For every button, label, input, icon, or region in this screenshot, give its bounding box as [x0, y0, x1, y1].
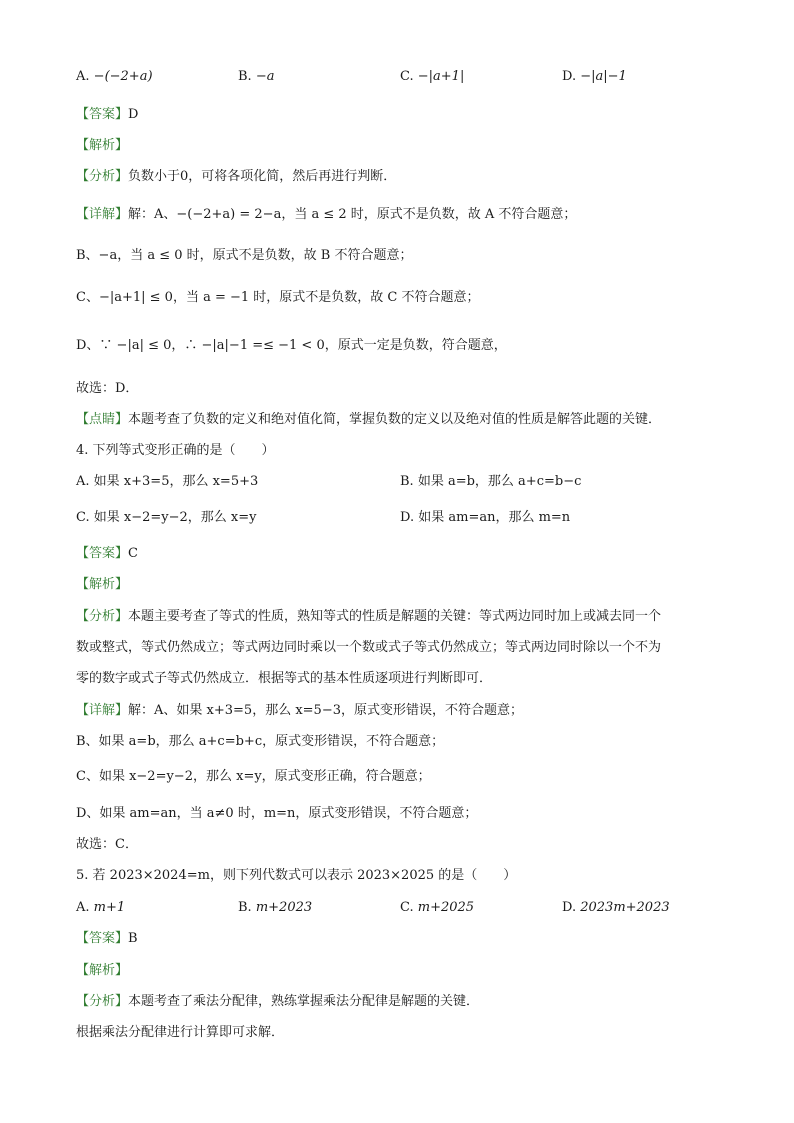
detail-text: 解：A、−(−2+a) = 2−a，当 a ≤ 2 时，原式不是负数，故 A 不符合题意；	[128, 207, 577, 222]
fenxi-tag: 【分析】	[76, 609, 129, 624]
option-expr: m+2023	[255, 900, 313, 915]
q4-stem: 4. 下列等式变形正确的是（ ）	[76, 443, 275, 458]
q3-detail-line-1	[76, 206, 576, 224]
q3-option-d	[562, 68, 627, 86]
option-expr: −|a+1|	[417, 69, 465, 84]
option-label: A.	[76, 69, 90, 84]
q3-detail-line-3: C、−|a+1| ≤ 0，当 a = −1 时，原式不是负数，故 C 不符合题意；	[76, 290, 480, 305]
q4-option-d	[400, 509, 570, 527]
option-expr: −(−2+a)	[93, 69, 153, 84]
detail-tag: 【详解】	[76, 207, 129, 222]
q5-option-c	[400, 899, 474, 917]
option-label: A.	[76, 474, 90, 489]
q3-detail-line-4: D、∵ −|a| ≤ 0，∴ −|a|−1 =≤ −1 < 0，原式一定是负数，符合题意，	[76, 338, 507, 353]
q5-answer	[76, 930, 138, 948]
option-label: C.	[400, 69, 414, 84]
option-expr: 2023m+2023	[580, 900, 670, 915]
answer-value: B	[128, 931, 138, 946]
option-expr: m+1	[93, 900, 126, 915]
fenxi-text: 本题主要考查了等式的性质，熟知等式的性质是解题的关键：等式两边同时加上或减去同一个	[128, 609, 662, 624]
fenxi-tag: 【分析】	[76, 169, 129, 184]
q4-fenxi-line-2: 数或整式，等式仍然成立；等式两边同时乘以一个数或式子等式仍然成立；等式两边同时除以一个不为	[76, 640, 662, 655]
option-label: B.	[238, 900, 252, 915]
option-expr: 如果 x+3=5，那么 x=5+3	[93, 474, 259, 489]
answer-value: C	[128, 546, 138, 561]
q3-option-c	[400, 68, 464, 86]
q4-detail-line-4: D、如果 am=an，当 a≠0 时，m=n，原式变形错误，不符合题意；	[76, 806, 478, 821]
option-expr: −|a|−1	[580, 69, 627, 84]
answer-value: D	[128, 107, 139, 122]
q4-fenxi-line-3: 零的数字或式子等式仍然成立．根据等式的基本性质逐项进行判断即可．	[76, 671, 493, 686]
fenxi-text: 负数小于0，可将各项化简，然后再进行判断．	[128, 169, 397, 184]
q3-choose: 故选：D．	[76, 381, 139, 396]
q5-option-a	[76, 899, 125, 917]
q3-detail-line-2: B、−a，当 a ≤ 0 时，原式不是负数，故 B 不符合题意；	[76, 248, 413, 263]
q5-analysis-tag: 【解析】	[76, 963, 129, 978]
q3-dianjing	[76, 411, 661, 429]
option-expr: −a	[255, 69, 275, 84]
q4-detail-line-2: B、如果 a=b，那么 a+c=b+c，原式变形错误，不符合题意；	[76, 734, 445, 749]
q3-answer	[76, 106, 138, 124]
option-label: C.	[400, 900, 414, 915]
q5-option-d	[562, 899, 670, 917]
q4-choose: 故选：C．	[76, 837, 138, 852]
fenxi-text: 本题考查了乘法分配律，熟练掌握乘法分配律是解题的关键．	[128, 994, 480, 1009]
q3-option-b	[238, 68, 274, 86]
option-expr: 如果 am=an，那么 m=n	[418, 510, 571, 525]
option-expr: m+2025	[417, 900, 475, 915]
answer-tag: 【答案】	[76, 107, 129, 122]
q3-fenxi	[76, 168, 396, 186]
dianjing-text: 本题考查了负数的定义和绝对值化简，掌握负数的定义以及绝对值的性质是解答此题的关键．	[128, 412, 662, 427]
detail-text: 解：A、如果 x+3=5，那么 x=5−3，原式变形错误，不符合题意；	[128, 703, 523, 718]
q4-fenxi-line-1	[76, 608, 661, 626]
answer-tag: 【答案】	[76, 931, 129, 946]
q5-option-b	[238, 899, 312, 917]
dianjing-tag: 【点睛】	[76, 412, 129, 427]
detail-tag: 【详解】	[76, 703, 129, 718]
q4-answer	[76, 545, 138, 563]
option-label: C.	[76, 510, 90, 525]
q4-option-b	[400, 473, 581, 491]
q5-fenxi	[76, 993, 479, 1011]
option-label: B.	[400, 474, 414, 489]
option-label: A.	[76, 900, 90, 915]
q3-option-a	[76, 68, 153, 86]
q3-analysis-tag: 【解析】	[76, 138, 129, 153]
q5-tail: 根据乘法分配律进行计算即可求解．	[76, 1025, 285, 1040]
q4-option-a	[76, 473, 258, 491]
option-expr: 如果 x−2=y−2，那么 x=y	[93, 510, 257, 525]
option-expr: 如果 a=b，那么 a+c=b−c	[417, 474, 582, 489]
q4-detail-line-1	[76, 702, 523, 720]
option-label: D.	[562, 900, 577, 915]
q4-option-c	[76, 509, 257, 527]
fenxi-tag: 【分析】	[76, 994, 129, 1009]
option-label: D.	[400, 510, 415, 525]
q4-detail-line-3: C、如果 x−2=y−2，那么 x=y，原式变形正确，符合题意；	[76, 769, 431, 784]
q5-stem: 5. 若 2023×2024=m，则下列代数式可以表示 2023×2025 的是（ ）	[76, 868, 517, 883]
q4-analysis-tag: 【解析】	[76, 577, 129, 592]
option-label: B.	[238, 69, 252, 84]
answer-tag: 【答案】	[76, 546, 129, 561]
option-label: D.	[562, 69, 577, 84]
